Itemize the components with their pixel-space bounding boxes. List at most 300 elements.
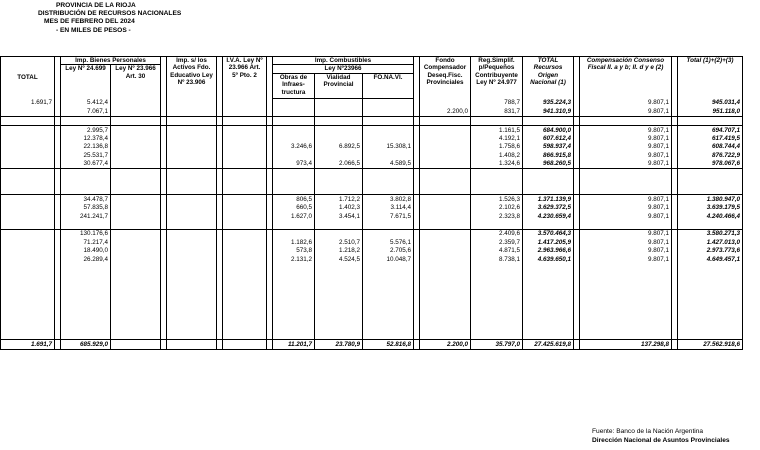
cell-iva <box>223 186 267 195</box>
cell-total <box>1 238 55 246</box>
cell-reg: 1.161,5 <box>471 126 523 135</box>
cell-b1 <box>61 169 111 178</box>
cell-reg: 2.409,6 <box>471 229 523 238</box>
cell-reg: 8.738,1 <box>471 255 523 263</box>
table-row <box>1 135 743 143</box>
cell-comp <box>580 116 672 125</box>
cell-b1: 241.241,7 <box>61 212 111 220</box>
cell-total <box>1 255 55 263</box>
cell-comp <box>580 169 672 178</box>
cell-fonavi <box>363 178 414 186</box>
cell-trec: 27.425.619,8 <box>523 339 574 349</box>
cell-reg <box>471 116 523 125</box>
cell-obras: 806,5 <box>273 195 315 204</box>
table-row <box>1 126 743 135</box>
cell-total <box>1 195 55 204</box>
col-fondo-compensador: Fondo Compensador Deseq.Fisc. Provinciales <box>420 57 471 99</box>
cell-fondo <box>420 238 471 246</box>
cell-fonavi <box>363 229 414 238</box>
cell-reg: 35.797,0 <box>471 339 523 349</box>
cell-vial: 3.454,1 <box>315 212 363 220</box>
cell-obras: 1.627,0 <box>273 212 315 220</box>
cell-tot: 27.562.918,6 <box>678 339 743 349</box>
cell-b1: 18.490,0 <box>61 247 111 255</box>
cell-reg <box>471 178 523 186</box>
cell-vial: 1.218,2 <box>315 247 363 255</box>
cell-trec: 607.612,4 <box>523 135 574 143</box>
cell-obras: 3.246,6 <box>273 143 315 151</box>
cell-iva <box>223 238 267 246</box>
cell-comp: 9.807,1 <box>580 160 672 169</box>
cell-fonavi <box>363 135 414 143</box>
cell-obras: 1.182,6 <box>273 238 315 246</box>
cell-tot <box>678 186 743 195</box>
cell-fondo <box>420 212 471 220</box>
cell-b2 <box>111 126 161 135</box>
cell-vial <box>315 169 363 178</box>
table-row <box>1 143 743 151</box>
cell-iva <box>223 247 267 255</box>
cell-obras <box>273 116 315 125</box>
cell-comp: 9.807,1 <box>580 126 672 135</box>
cell-fonavi: 4.589,5 <box>363 160 414 169</box>
cell-b2 <box>111 247 161 255</box>
report-header <box>38 2 181 35</box>
cell-act <box>167 339 217 349</box>
cell-tot: 876.722,9 <box>678 151 743 159</box>
cell-vial <box>315 151 363 159</box>
cell-act <box>167 126 217 135</box>
direction-note: Dirección Nacional de Asuntos Provinciales <box>592 437 730 444</box>
cell-iva <box>223 126 267 135</box>
cell-comp: 9.807,1 <box>580 135 672 143</box>
col-bienes-23966: Ley Nº 23.966 Art. 30 <box>111 65 161 99</box>
col-total-final: Total (1)+(2)+(3) <box>678 57 743 99</box>
cell-total <box>1 126 55 135</box>
cell-fondo <box>420 99 471 108</box>
cell-trec: 4.230.659,4 <box>523 212 574 220</box>
cell-comp <box>580 221 672 230</box>
cell-trec: 1.417.205,9 <box>523 238 574 246</box>
cell-act <box>167 135 217 143</box>
cell-trec: 941.310,9 <box>523 107 574 116</box>
cell-tot: 945.031,4 <box>678 99 743 108</box>
cell-fondo <box>420 204 471 212</box>
cell-obras <box>273 135 315 143</box>
cell-trec: 684.900,0 <box>523 126 574 135</box>
cell-tot: 608.744,4 <box>678 143 743 151</box>
cell-total <box>1 247 55 255</box>
cell-obras: 660,5 <box>273 204 315 212</box>
cell-b2 <box>111 116 161 125</box>
cell-act <box>167 221 217 230</box>
cell-iva <box>223 99 267 108</box>
cell-total <box>1 143 55 151</box>
cell-iva <box>223 339 267 349</box>
cell-trec: 1.371.139,9 <box>523 195 574 204</box>
cell-fondo <box>420 143 471 151</box>
cell-reg: 1.408,2 <box>471 151 523 159</box>
cell-total <box>1 221 55 230</box>
cell-tot: 3.639.179,5 <box>678 204 743 212</box>
cell-b1: 25.531,7 <box>61 151 111 159</box>
cell-tot: 2.973.773,6 <box>678 247 743 255</box>
cell-reg: 788,7 <box>471 99 523 108</box>
cell-fonavi <box>363 99 414 108</box>
cell-reg: 1.324,6 <box>471 160 523 169</box>
table-row <box>1 107 743 116</box>
cell-b1 <box>61 178 111 186</box>
cell-vial: 4.524,5 <box>315 255 363 263</box>
cell-total: 1.691,7 <box>1 339 55 349</box>
cell-total <box>1 107 55 116</box>
cell-tot <box>678 116 743 125</box>
cell-trec <box>523 116 574 125</box>
cell-obras <box>273 186 315 195</box>
cell-b1: 130.176,6 <box>61 229 111 238</box>
cell-obras <box>273 178 315 186</box>
cell-act <box>167 186 217 195</box>
cell-b2 <box>111 221 161 230</box>
cell-comp: 9.807,1 <box>580 151 672 159</box>
cell-fonavi: 3.114,4 <box>363 204 414 212</box>
table-row <box>1 99 743 108</box>
cell-b1: 26.289,4 <box>61 255 111 263</box>
table-row <box>1 186 743 195</box>
table-row <box>1 255 743 263</box>
cell-b1: 34.478,7 <box>61 195 111 204</box>
cell-act <box>167 143 217 151</box>
province-title: PROVINCIA DE LA RIOJA <box>56 2 136 9</box>
cell-reg: 2.323,8 <box>471 212 523 220</box>
cell-reg: 1.758,6 <box>471 143 523 151</box>
cell-trec: 598.937,4 <box>523 143 574 151</box>
cell-comp: 137.298,8 <box>580 339 672 349</box>
cell-fondo <box>420 186 471 195</box>
cell-b2 <box>111 204 161 212</box>
units-note: - EN MILES DE PESOS - <box>56 26 131 34</box>
cell-act <box>167 212 217 220</box>
cell-iva <box>223 221 267 230</box>
cell-total <box>1 212 55 220</box>
cell-comp: 9.807,1 <box>580 143 672 151</box>
table-row <box>1 160 743 169</box>
cell-total <box>1 186 55 195</box>
cell-fondo <box>420 151 471 159</box>
cell-fondo <box>420 229 471 238</box>
cell-tot <box>678 221 743 230</box>
cell-act <box>167 204 217 212</box>
cell-b1: 71.217,4 <box>61 238 111 246</box>
cell-b1 <box>61 116 111 125</box>
col-fonavi: FO.NA.VI. <box>363 73 414 98</box>
cell-iva <box>223 151 267 159</box>
cell-trec: 2.963.966,6 <box>523 247 574 255</box>
col-compensacion: Compensación Consenso Fiscal II. a y b; II. d y e (2) <box>580 57 672 99</box>
col-vialidad: Vialidad Provincial <box>315 73 363 98</box>
cell-obras <box>273 229 315 238</box>
cell-b1 <box>61 221 111 230</box>
cell-fondo <box>420 255 471 263</box>
cell-tot: 978.067,6 <box>678 160 743 169</box>
cell-b2 <box>111 186 161 195</box>
cell-fondo <box>420 195 471 204</box>
cell-fondo <box>420 247 471 255</box>
cell-fondo <box>420 135 471 143</box>
cell-b1 <box>61 186 111 195</box>
cell-fonavi <box>363 116 414 125</box>
cell-comp: 9.807,1 <box>580 229 672 238</box>
cell-tot: 617.419,5 <box>678 135 743 143</box>
cell-b2 <box>111 160 161 169</box>
cell-iva <box>223 135 267 143</box>
cell-reg: 2.359,7 <box>471 238 523 246</box>
cell-vial <box>315 135 363 143</box>
cell-fonavi: 15.308,1 <box>363 143 414 151</box>
cell-comp: 9.807,1 <box>580 99 672 108</box>
cell-tot <box>678 178 743 186</box>
cell-iva <box>223 116 267 125</box>
cell-total: 1.691,7 <box>1 99 55 108</box>
cell-trec <box>523 169 574 178</box>
cell-b2 <box>111 212 161 220</box>
cell-b2 <box>111 339 161 349</box>
cell-total <box>1 151 55 159</box>
cell-fonavi <box>363 221 414 230</box>
cell-iva <box>223 160 267 169</box>
cell-vial <box>315 221 363 230</box>
cell-obras <box>273 151 315 159</box>
col-bienes-24699: Ley Nº 24.699 <box>61 65 111 99</box>
cell-tot: 4.240.466,4 <box>678 212 743 220</box>
table-row <box>1 178 743 186</box>
cell-total <box>1 204 55 212</box>
cell-vial <box>315 229 363 238</box>
table-row <box>1 221 743 230</box>
cell-fonavi: 5.576,1 <box>363 238 414 246</box>
cell-total <box>1 229 55 238</box>
cell-act <box>167 99 217 108</box>
cell-fonavi <box>363 186 414 195</box>
cell-comp: 9.807,1 <box>580 247 672 255</box>
cell-fonavi <box>363 126 414 135</box>
col-activos: Imp. s/ los Activos Fdo. Educativo Ley Nº 23.906 <box>167 57 217 99</box>
cell-trec <box>523 178 574 186</box>
col-combustibles-group: Imp. Combustibles <box>273 57 414 65</box>
period-title: MES DE FEBRERO DEL 2024 <box>44 18 135 26</box>
cell-b2 <box>111 238 161 246</box>
cell-trec: 935.224,3 <box>523 99 574 108</box>
cell-vial: 6.892,5 <box>315 143 363 151</box>
cell-reg <box>471 221 523 230</box>
cell-act <box>167 116 217 125</box>
cell-act <box>167 107 217 116</box>
cell-obras <box>273 221 315 230</box>
cell-vial <box>315 116 363 125</box>
cell-fonavi: 10.048,7 <box>363 255 414 263</box>
table-row <box>1 116 743 125</box>
cell-obras <box>273 99 315 108</box>
cell-reg: 4.871,5 <box>471 247 523 255</box>
cell-iva <box>223 169 267 178</box>
cell-reg: 1.526,3 <box>471 195 523 204</box>
col-bienes-group: Imp. Bienes Personales <box>61 57 161 65</box>
table-row <box>1 238 743 246</box>
cell-fonavi: 2.705,6 <box>363 247 414 255</box>
cell-total <box>1 116 55 125</box>
col-combustibles-ley: Ley Nº23966 <box>273 65 414 73</box>
cell-comp: 9.807,1 <box>580 195 672 204</box>
cell-act <box>167 247 217 255</box>
cell-reg: 4.192,1 <box>471 135 523 143</box>
cell-obras: 2.131,2 <box>273 255 315 263</box>
cell-b1: 685.929,0 <box>61 339 111 349</box>
cell-act <box>167 169 217 178</box>
cell-b2 <box>111 169 161 178</box>
cell-act <box>167 178 217 186</box>
cell-iva <box>223 195 267 204</box>
col-total-recursos: TOTAL Recursos Origen Nacional (1) <box>523 57 574 99</box>
cell-total <box>1 160 55 169</box>
cell-vial <box>315 186 363 195</box>
table-row <box>1 247 743 255</box>
cell-b1: 22.136,8 <box>61 143 111 151</box>
cell-vial: 2.510,7 <box>315 238 363 246</box>
cell-total <box>1 169 55 178</box>
cell-trec <box>523 186 574 195</box>
cell-comp: 9.807,1 <box>580 255 672 263</box>
cell-fonavi: 3.802,8 <box>363 195 414 204</box>
cell-obras: 973,4 <box>273 160 315 169</box>
table-row <box>1 195 743 204</box>
cell-trec: 866.915,8 <box>523 151 574 159</box>
cell-b1: 5.412,4 <box>61 99 111 108</box>
cell-b1: 30.677,4 <box>61 160 111 169</box>
cell-vial: 1.712,2 <box>315 195 363 204</box>
cell-fondo <box>420 116 471 125</box>
cell-act <box>167 160 217 169</box>
cell-iva <box>223 212 267 220</box>
cell-tot: 694.707,1 <box>678 126 743 135</box>
table-row <box>1 212 743 220</box>
cell-trec: 968.260,5 <box>523 160 574 169</box>
cell-b2 <box>111 135 161 143</box>
cell-obras: 573,8 <box>273 247 315 255</box>
cell-comp: 9.807,1 <box>580 204 672 212</box>
col-obras: Obras de Infraes- tructura <box>273 73 315 98</box>
cell-trec: 3.570.464,3 <box>523 229 574 238</box>
cell-b1: 7.067,1 <box>61 107 111 116</box>
cell-fonavi: 7.671,5 <box>363 212 414 220</box>
col-reg-simplificado: Reg.Simplif. p/Pequeños Contribuyente Ley Nº 24.977 <box>471 57 523 99</box>
cell-total <box>1 135 55 143</box>
cell-comp: 9.807,1 <box>580 212 672 220</box>
report-title: DISTRIBUCIÓN DE RECURSOS NACIONALES <box>38 10 182 18</box>
source-note: Fuente: Banco de la Nación Argentina <box>592 428 704 435</box>
cell-vial <box>315 107 363 116</box>
cell-reg: 2.102,6 <box>471 204 523 212</box>
cell-b2 <box>111 195 161 204</box>
cell-fondo <box>420 221 471 230</box>
cell-iva <box>223 204 267 212</box>
cell-iva <box>223 229 267 238</box>
cell-reg <box>471 169 523 178</box>
cell-comp: 9.807,1 <box>580 107 672 116</box>
distribution-table <box>0 56 743 350</box>
cell-obras <box>273 107 315 116</box>
cell-obras <box>273 169 315 178</box>
cell-tot: 3.580.271,3 <box>678 229 743 238</box>
totals-row <box>1 339 743 349</box>
table-row <box>1 169 743 178</box>
cell-act <box>167 255 217 263</box>
cell-tot <box>678 169 743 178</box>
cell-act <box>167 238 217 246</box>
cell-obras <box>273 126 315 135</box>
table-row <box>1 204 743 212</box>
cell-vial: 2.066,5 <box>315 160 363 169</box>
cell-act <box>167 229 217 238</box>
cell-comp <box>580 186 672 195</box>
col-iva: I.V.A. Ley Nº 23.966 Art. 5º Pto. 2 <box>223 57 267 99</box>
col-total: TOTAL <box>1 57 55 99</box>
cell-tot: 951.118,0 <box>678 107 743 116</box>
cell-b2 <box>111 151 161 159</box>
cell-b2 <box>111 143 161 151</box>
cell-iva <box>223 143 267 151</box>
cell-b2 <box>111 229 161 238</box>
cell-fonavi <box>363 169 414 178</box>
cell-fondo <box>420 178 471 186</box>
cell-trec <box>523 221 574 230</box>
cell-vial: 1.402,3 <box>315 204 363 212</box>
cell-vial: 23.780,9 <box>315 339 363 349</box>
cell-iva <box>223 178 267 186</box>
cell-iva <box>223 255 267 263</box>
cell-fondo <box>420 169 471 178</box>
cell-b2 <box>111 99 161 108</box>
cell-fonavi <box>363 107 414 116</box>
cell-b1: 12.378,4 <box>61 135 111 143</box>
cell-reg <box>471 186 523 195</box>
cell-b2 <box>111 107 161 116</box>
cell-fondo <box>420 160 471 169</box>
cell-comp: 9.807,1 <box>580 238 672 246</box>
cell-iva <box>223 107 267 116</box>
cell-b2 <box>111 178 161 186</box>
cell-comp <box>580 178 672 186</box>
cell-fondo: 2.200,0 <box>420 107 471 116</box>
cell-act <box>167 151 217 159</box>
cell-act <box>167 195 217 204</box>
cell-total <box>1 178 55 186</box>
cell-fondo <box>420 126 471 135</box>
cell-tot: 4.649.457,1 <box>678 255 743 263</box>
cell-fondo: 2.200,0 <box>420 339 471 349</box>
cell-fonavi: 52.816,8 <box>363 339 414 349</box>
table-row <box>1 229 743 238</box>
cell-fonavi <box>363 151 414 159</box>
cell-trec: 3.629.372,5 <box>523 204 574 212</box>
cell-reg: 831,7 <box>471 107 523 116</box>
cell-vial <box>315 99 363 108</box>
cell-obras: 11.201,7 <box>273 339 315 349</box>
cell-b1: 2.995,7 <box>61 126 111 135</box>
cell-tot: 1.427.013,0 <box>678 238 743 246</box>
cell-vial <box>315 126 363 135</box>
table-row <box>1 151 743 159</box>
cell-tot: 1.380.947,0 <box>678 195 743 204</box>
